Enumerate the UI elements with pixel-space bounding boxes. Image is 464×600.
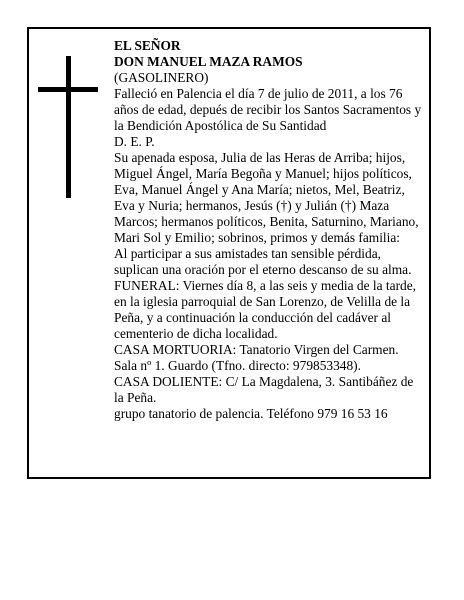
cross-icon-bar <box>38 87 98 92</box>
funeral-details: FUNERAL: Viernes día 8, a las seis y media de la tarde, en la iglesia parroquial de San Lorenzo, de Velilla de la Peña, y a continuación la conducción del cadáver al cementerio de dicha localidad. <box>114 278 417 341</box>
casa-doliente: CASA DOLIENTE: C/ La Magdalena, 3. Santibáñez de la Peña. <box>114 374 414 405</box>
prayer-request: Al participar a sus amistades tan sensible pérdida, suplican una oración por el eterno descanso de su alma. <box>114 246 412 277</box>
occupation: (GASOLINERO) <box>114 70 209 85</box>
funeral-home-footer: grupo tanatorio de palencia. Teléfono 979 16 53 16 <box>114 406 388 421</box>
header-line: EL SEÑOR <box>114 38 181 53</box>
deceased-name: DON MANUEL MAZA RAMOS <box>114 54 303 69</box>
rip-line: D. E. P. <box>114 134 155 149</box>
cross-icon <box>66 56 71 198</box>
death-announcement: Falleció en Palencia el día 7 de julio de 2011, a los 76 años de edad, depués de recibir los Santos Sacramentos y la Bendición Apostólica de Su Santidad <box>114 86 422 133</box>
casa-mortuoria: CASA MORTUORIA: Tanatorio Virgen del Carmen. Sala nº 1. Guardo (Tfno. directo: 979853348). <box>114 342 399 373</box>
family-list: Su apenada esposa, Julia de las Heras de Arriba; hijos, Miguel Ángel, María Begoña y Manuel; hijos políticos, Eva, Manuel Ángel y Ana María; nietos, Mel, Beatriz, Eva y Nuria; hermanos, Jesús (†) y Julián (†) Maza Marcos; hermanos políticos, Benita, Saturnino, Mariano, Mari Sol y Emilio; sobrinos, primos y demás familia: <box>114 150 419 245</box>
obituary-text <box>114 38 424 422</box>
